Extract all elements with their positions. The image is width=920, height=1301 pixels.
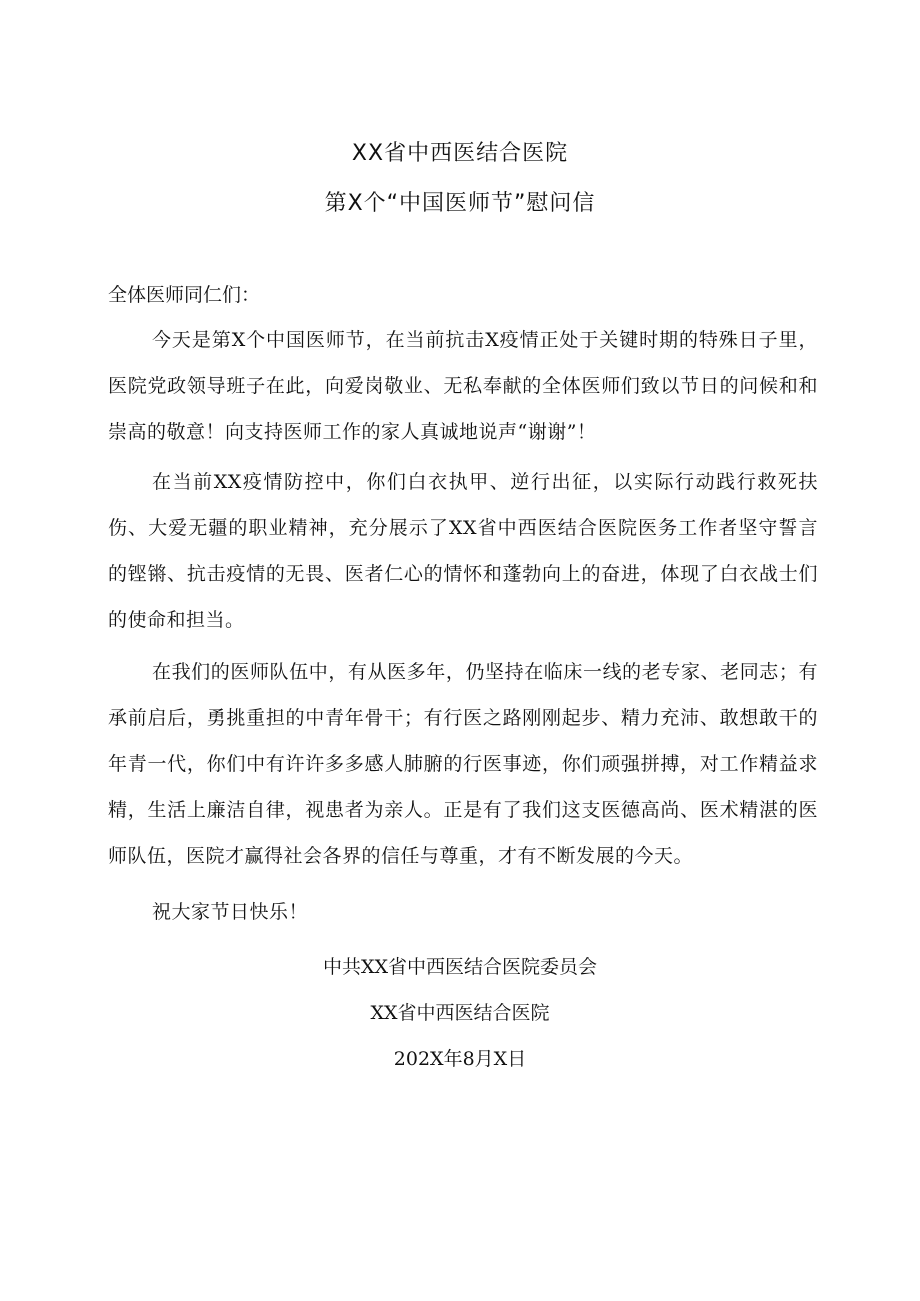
paragraph-2: 在当前XX疫情防控中，你们白衣执甲、逆行出征，以实际行动践行救死扶伤、大爱无疆的职业精神，充分展示了XX省中西医结合医院医务工作者坚守誓言的铿锵、抗击疫情的无畏、医者仁心的情怀和蓬勃向上的奋进，体现了白衣战士们的使命和担当。 xyxy=(108,471,818,631)
salutation: 全体医师同仁们： xyxy=(108,284,261,306)
signature-date: 202X年8月X日 xyxy=(393,1048,527,1070)
paragraph-1: 今天是第X个中国医师节，在当前抗击X疫情正处于关键时期的特殊日子里，医院党政领导班子在此，向爱岗敬业、无私奉献的全体医师们致以节日的问候和和崇高的敬意！向支持医师工作的家人真诚地说声“谢谢”！ xyxy=(108,329,818,443)
signature-hospital: XX省中西医结合医院 xyxy=(370,1002,550,1024)
document-title: XX省中西医结合医院 xyxy=(351,141,569,166)
paragraph-3: 在我们的医师队伍中，有从医多年，仍坚持在临床一线的老专家、老同志；有承前启后，勇挑重担的中青年骨干；有行医之路刚刚起步、精力充沛、敢想敢干的年青一代，你们中有许许多多感人肺腑的行医事迹，你们顽强拼搏，对工作精益求精，生活上廉洁自律，视患者为亲人。正是有了我们这支医德高尚、医术精湛的医师队伍，医院才赢得社会各界的信任与尊重，才有不断发展的今天。 xyxy=(108,661,818,867)
closing-wish: 祝大家节日快乐！ xyxy=(152,901,309,923)
document-subtitle: 第X个“中国医师节”慰问信 xyxy=(324,191,596,216)
signature-committee: 中共XX省中西医结合医院委员会 xyxy=(322,956,598,978)
